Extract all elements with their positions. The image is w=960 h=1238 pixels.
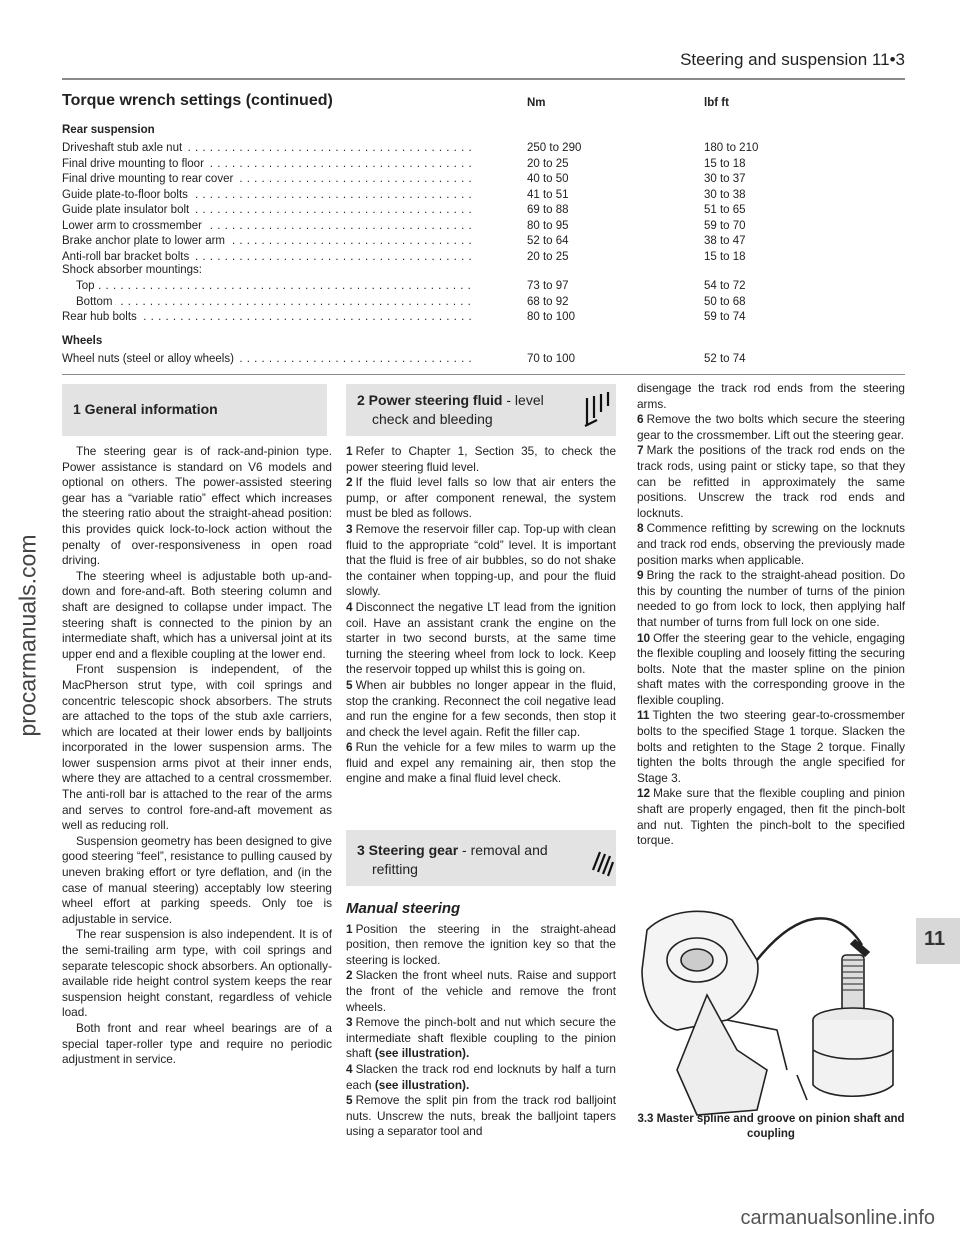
step-item — [346, 740, 616, 787]
torque-row-label: Top . . . — [76, 279, 472, 295]
torque-row-lbft: 15 to 18 — [704, 250, 746, 263]
step-text: Remove the pinch-bolt and nut which secure the intermediate shaft flexible coupling to the pinion shaft — [346, 1015, 616, 1061]
torque-row-nm: 80 to 95 — [527, 219, 569, 232]
step-text: Slacken the front wheel nuts. Raise and support the front of the vehicle and remove the front wheels. — [346, 968, 616, 1014]
difficulty-wrench-icon — [590, 844, 614, 880]
rear-suspension-heading: Rear suspension — [62, 124, 155, 136]
step-item — [346, 522, 616, 600]
section-1-box — [62, 384, 327, 436]
step-item — [637, 631, 905, 709]
steering-gear-step-list — [637, 412, 905, 849]
step-item — [637, 521, 905, 568]
torque-row-label: Driveshaft stub axle nut . . . — [62, 141, 472, 157]
torque-row — [62, 295, 942, 311]
step-bold-ref: (see illustration). — [374, 1046, 470, 1061]
manual-steering-heading: Manual steering — [346, 900, 461, 917]
step-text: If the fluid level falls so low that air enters the pump, or after component renewal, the system must be bled as follows. — [346, 475, 616, 521]
torque-row-label: Bottom . . . — [76, 295, 472, 311]
step-number: 4 — [346, 1061, 353, 1076]
section-3-subtitle: - removal and — [458, 842, 548, 858]
torque-row-lbft: 54 to 72 — [704, 280, 746, 292]
chapter-tab — [916, 918, 960, 964]
watermark-left — [6, 510, 41, 770]
paragraph: Front suspension is independent, of the MacPherson strut type, with coil springs and concentric telescopic shock absorbers. The struts are attached to the tops of the stub axle carriers, which are located at their lower ends by balljoints incorporated in the lower suspension arms. The lower suspension arms pivot at their inner ends, where they are attached to a central crossmember. The anti-roll bar is attached to the rear of the arms and serves to control fore-and-aft movement as well as reducing roll. — [62, 662, 332, 833]
step-number: 1 — [346, 444, 353, 458]
section-1-title: 1 General information — [73, 401, 218, 417]
steering-gear-steps — [637, 381, 905, 849]
torque-row — [62, 310, 942, 326]
torque-row — [62, 219, 942, 235]
torque-row-nm: 73 to 97 — [527, 280, 569, 292]
torque-row-nm: 20 to 25 — [527, 250, 569, 263]
figure-caption: 3.3 Master spline and groove on pinion shaft and coupling — [637, 1113, 905, 1140]
step-item — [346, 922, 616, 969]
step-text: Remove the split pin from the track rod balljoint nuts. Unscrew the nuts, break the balljoint tapers using a separator tool and — [346, 1093, 616, 1139]
watermark-bottom: carmanualsonline.info — [740, 1207, 935, 1229]
torque-row-nm: 68 to 92 — [527, 295, 569, 308]
torque-row-lbft: 59 to 70 — [704, 219, 746, 232]
step-text: Offer the steering gear to the vehicle, engaging the flexible coupling and loosely fitting the securing bolts. Note that the master spline on the pinion shaft mates with the corresponding groove in the flexible coupling. — [637, 630, 905, 707]
torque-row — [62, 203, 942, 219]
step-number: 3 — [346, 521, 353, 536]
torque-row-nm: 52 to 64 — [527, 235, 569, 247]
section-2-title: 2 Power steering fluid — [357, 392, 503, 408]
torque-row-lbft: 59 to 74 — [704, 311, 746, 323]
torque-row-nm: 80 to 100 — [527, 311, 575, 323]
step-text: Commence refitting by screwing on the locknuts and track rod ends, observing the previously made position marks when applicable. — [637, 521, 905, 567]
section-2-box — [346, 384, 616, 436]
torque-row-label: Rear hub bolts . . . — [62, 310, 472, 326]
paragraph: The steering gear is of rack-and-pinion type. Power assistance is standard on V6 models and optional on others. The power-assisted steering gear has a “variable ratio” effect which increases the steering ratio about the straight-ahead position: this provides quick lock-to-lock action without the penalty of over-responsiveness in open road driving. — [62, 444, 332, 568]
wheels-heading: Wheels — [62, 335, 103, 347]
step-item — [637, 568, 905, 630]
torque-row-lbft: 15 to 18 — [704, 157, 746, 170]
step-number: 5 — [346, 677, 353, 692]
step-text: Make sure that the flexible coupling and pinion shaft are properly engaged, then fit the pinch-bolt and nut. Tighten the pinch-bolt to the specified torque. — [637, 786, 905, 848]
torque-row-lbft: 38 to 47 — [704, 235, 746, 247]
step-item — [346, 444, 616, 475]
step-item — [346, 475, 616, 522]
step-text: Remove the two bolts which secure the steering gear to the crossmember. Lift out the steering gear. — [637, 412, 905, 442]
power-steering-fluid-steps — [346, 444, 616, 787]
torque-row-nm: 20 to 25 — [527, 157, 569, 170]
torque-row — [62, 352, 942, 368]
step-number: 4 — [346, 599, 353, 614]
torque-row-label: Brake anchor plate to lower arm . . . — [62, 234, 472, 250]
chapter-tab-number: 11 — [924, 928, 946, 950]
torque-row-label: Guide plate insulator bolt . . . — [62, 203, 472, 219]
torque-row-lbft: 180 to 210 — [704, 142, 759, 154]
step-number: 9 — [637, 568, 644, 583]
step-text: Run the vehicle for a few miles to warm up the fluid and expel any remaining air, then stop the engine and make a final fluid level check. — [346, 740, 616, 786]
torque-row-label: Final drive mounting to rear cover . . . — [62, 172, 472, 188]
step-number: 12 — [637, 786, 651, 801]
paragraph: The rear suspension is also independent. It is of the semi-trailing arm type, with coil springs and separate telescopic shock absorbers. An optionally-available ride height control system keeps the rear suspension height constant, regardless of vehicle load. — [62, 927, 332, 1020]
step-text: Remove the reservoir filler cap. Top-up with clean fluid to the appropriate “cold” level. It is important that the fluid is free of air bubbles, so do not shake the container when topping-up, and pour the fluid slowly. — [346, 521, 616, 599]
torque-row — [62, 157, 942, 173]
step-item — [346, 1062, 616, 1093]
section-3-title: 3 Steering gear — [357, 842, 459, 858]
torque-row — [62, 141, 942, 157]
step-number: 2 — [346, 475, 353, 490]
difficulty-wrench-icon — [583, 390, 615, 430]
paragraph: The steering wheel is adjustable both up-and-down and fore-and-aft. Both steering column and shaft are designed to collapse under impact. The steering shaft is connected to the pinion by an intermediate shaft, which has a universal joint at its upper end and a flexible coupling at the lower end. — [62, 568, 332, 661]
torque-row-lbft: 30 to 37 — [704, 173, 746, 185]
torque-row — [62, 234, 942, 250]
step-number: 2 — [346, 968, 353, 983]
torque-table-title: Torque wrench settings (continued) — [62, 92, 333, 109]
torque-row-lbft: 52 to 74 — [704, 353, 746, 365]
step-number: 8 — [637, 521, 644, 536]
torque-row — [62, 172, 942, 188]
manual-steering-block — [346, 895, 616, 1140]
step-text: Mark the positions of the track rod ends on the track rods, using paint or sticky tape, so that they can be refitted in approximately the same positions. Unscrew the track rod ends and locknuts. — [637, 443, 905, 520]
general-information-text — [62, 444, 332, 1068]
paragraph: Suspension geometry has been designed to give good steering “feel”, resistance to pulling caused by uneven braking effort or tyre deflation, and (in the case of manual steering) acceptably low steering wheel effort at parking speeds. Only toe is adjustable in service. — [62, 833, 332, 926]
step-item — [346, 968, 616, 1015]
torque-row-nm: 40 to 50 — [527, 173, 569, 185]
table-rule — [62, 374, 905, 375]
torque-row-nm: 41 to 51 — [527, 188, 569, 201]
shock-absorber-label: Shock absorber mountings: — [62, 264, 202, 276]
step-item — [637, 786, 905, 848]
step-text: When air bubbles no longer appear in the fluid, stop the cranking. Reconnect the coil negative lead and run the engine for a few seconds, then stop it and check the level again. Refit the filler cap. — [346, 677, 616, 739]
column-header-lbft: lbf ft — [704, 97, 729, 109]
torque-row-nm: 250 to 290 — [527, 142, 582, 154]
torque-row-nm: 70 to 100 — [527, 353, 575, 365]
step-text: Bring the rack to the straight-ahead position. Do this by counting the number of turns of the pinion needed to go from lock to lock, then applying half that number of turns from full lock on one side. — [637, 568, 905, 629]
step-number: 5 — [346, 1093, 353, 1108]
step-number: 3 — [346, 1015, 353, 1030]
step-item — [637, 412, 905, 443]
section-2-title-wrap — [357, 392, 544, 408]
paragraph: Both front and rear wheel bearings are of a special taper-roller type and require no periodic adjustment in service. — [62, 1020, 332, 1067]
manual-steering-steps — [346, 922, 616, 1140]
step-item — [346, 678, 616, 740]
step-text: Tighten the two steering gear-to-crossmember bolts to the specified Stage 1 torque. Slacken the bolts and retighten to the Stage 2 torque. Finally tighten the bolts through the angle specified for Stage 3. — [637, 708, 905, 785]
step-number: 1 — [346, 921, 353, 936]
torque-row-label: Guide plate-to-floor bolts . . . — [62, 188, 472, 204]
torque-row-label: Wheel nuts (steel or alloy wheels) . . . — [62, 352, 472, 368]
torque-row-label: Anti-roll bar bracket bolts . . . — [62, 250, 472, 266]
step-item — [346, 1093, 616, 1140]
step-item — [346, 1015, 616, 1062]
step-bold-ref: (see illustration). — [374, 1077, 470, 1092]
step-text: Slacken the track rod end locknuts by half a turn each — [346, 1061, 616, 1092]
step-number: 7 — [637, 443, 644, 458]
step-number: 10 — [637, 630, 651, 645]
torque-row-label: Final drive mounting to floor . . . — [62, 157, 472, 173]
torque-row-lbft: 51 to 65 — [704, 204, 746, 216]
step-number: 11 — [637, 708, 650, 723]
step-text: Refer to Chapter 1, Section 35, to check the power steering fluid level. — [346, 444, 616, 474]
column-header-nm: Nm — [527, 97, 546, 109]
torque-row — [62, 188, 942, 204]
step-text: Position the steering in the straight-ahead position, then remove the ignition key so that the steering is locked. — [346, 921, 616, 967]
watermark-left-text: procarmanuals.com — [14, 534, 41, 737]
step-number: 6 — [346, 740, 353, 755]
torque-row-lbft: 30 to 38 — [704, 188, 746, 201]
section-2-subtitle-2: check and bleeding — [372, 411, 493, 427]
section-3-subtitle-2: refitting — [372, 861, 418, 877]
torque-row-label: Lower arm to crossmember . . . — [62, 219, 472, 235]
steering-pinion-illustration — [637, 900, 905, 1120]
torque-row-nm: 69 to 88 — [527, 204, 569, 216]
step-item — [637, 708, 905, 786]
section-2-subtitle: - level — [502, 392, 544, 408]
header-rule — [62, 78, 905, 80]
steering-gear-lead-text: disengage the track rod ends from the steering arms. — [637, 381, 905, 411]
step-number: 6 — [637, 412, 644, 427]
torque-row — [62, 250, 942, 266]
step-text: Disconnect the negative LT lead from the ignition coil. Have an assistant crank the engine on the starter in two second bursts, at the same time turning the steering wheel from lock to lock. Keep the reservoir topped up whilst this is going on. — [346, 599, 616, 677]
page-header-title: Steering and suspension 11•3 — [680, 50, 905, 69]
torque-row — [62, 279, 942, 295]
step-item — [637, 443, 905, 521]
step-item — [346, 600, 616, 678]
section-3-title-wrap — [357, 842, 548, 858]
section-3-box — [346, 830, 616, 886]
torque-row-lbft: 50 to 68 — [704, 295, 746, 308]
